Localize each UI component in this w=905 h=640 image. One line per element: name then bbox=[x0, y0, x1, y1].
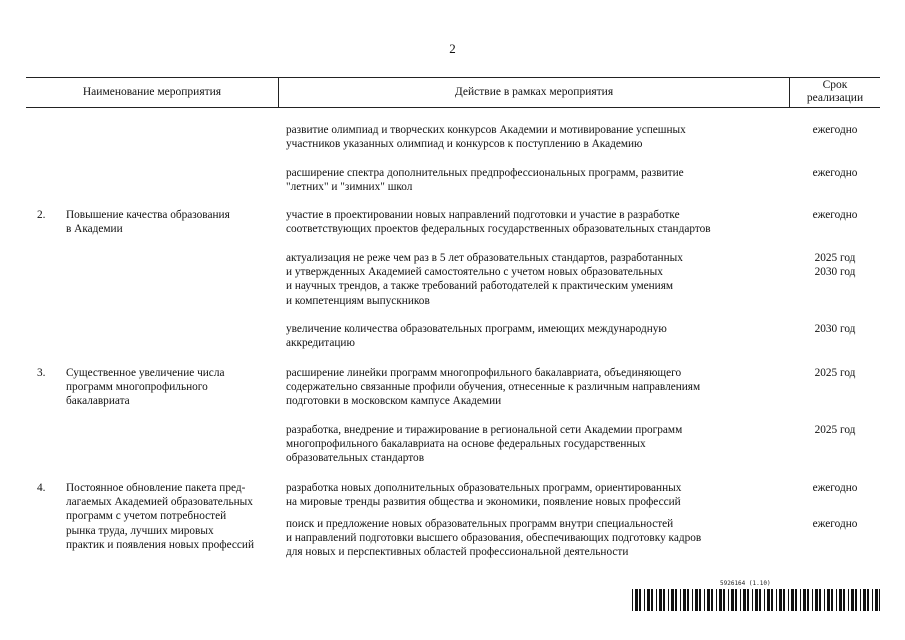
name-line: программ многопрофильного bbox=[66, 381, 208, 394]
term-line: ежегодно bbox=[812, 167, 858, 179]
name-line: лагаемых Академией образовательных bbox=[66, 496, 253, 509]
action-line: и компетенциям выпускников bbox=[286, 294, 430, 307]
term-cell bbox=[790, 517, 880, 531]
row-number: 4. bbox=[37, 482, 46, 494]
row-number: 2. bbox=[37, 209, 46, 221]
action-line: соответствующих проектов федеральных государственных образовательных стандартов bbox=[286, 223, 711, 236]
barcode-image bbox=[632, 589, 880, 611]
action-cell bbox=[286, 517, 701, 560]
term-line: 2025 год bbox=[814, 367, 856, 379]
name-line: программ с учетом потребностей bbox=[66, 510, 227, 523]
action-line: развитие олимпиад и творческих конкурсов Академии и мотивирование успешных bbox=[286, 124, 686, 136]
term-line: 2030 год bbox=[814, 266, 856, 279]
action-cell bbox=[286, 366, 700, 409]
name-line: в Академии bbox=[66, 223, 123, 236]
term-cell bbox=[790, 322, 880, 336]
action-line: участников указанных олимпиад и конкурсов к поступлению в Академию bbox=[286, 138, 643, 151]
name-line: рынка труда, лучших мировых bbox=[66, 524, 214, 537]
action-line: поиск и предложение новых образовательных программ внутри специальностей bbox=[286, 518, 674, 530]
action-line: расширение линейки программ многопрофильного бакалавриата, объединяющего bbox=[286, 367, 682, 379]
action-line: и научных трендов, а также требований работодателей к практическим умениям bbox=[286, 280, 674, 293]
action-line: расширение спектра дополнительных предпрофессиональных программ, развитие bbox=[286, 167, 684, 179]
table-top-rule bbox=[26, 77, 880, 78]
action-line: для новых и перспективных областей профессиональной деятельности bbox=[286, 546, 629, 559]
action-line: и утвержденных Академией самостоятельно с учетом новых образовательных bbox=[286, 266, 663, 279]
name-line: Повышение качества образования bbox=[66, 209, 230, 221]
term-line: ежегодно bbox=[812, 518, 858, 530]
action-line: "летних" и "зимних" школ bbox=[286, 181, 413, 194]
action-cell bbox=[286, 251, 683, 308]
action-cell bbox=[286, 423, 682, 466]
action-line: разработка новых дополнительных образовательных программ, ориентированных bbox=[286, 482, 682, 494]
term-cell bbox=[790, 123, 880, 137]
action-line: содержательно связанные профили обучения, отнесенные к различным направлениям bbox=[286, 381, 701, 394]
name-line: бакалавриата bbox=[66, 395, 130, 408]
header-term-line: Срок bbox=[822, 79, 848, 91]
term-cell bbox=[790, 166, 880, 180]
action-line: разработка, внедрение и тиражирование в региональной сети Академии программ bbox=[286, 424, 683, 436]
action-line: участие в проектировании новых направлений подготовки и участие в разработке bbox=[286, 209, 680, 221]
name-cell bbox=[66, 481, 254, 552]
action-line: актуализация не реже чем раз в 5 лет образовательных стандартов, разработанных bbox=[286, 252, 683, 264]
term-cell bbox=[790, 423, 880, 437]
name-line: Постоянное обновление пакета пред- bbox=[66, 482, 246, 494]
action-line: аккредитацию bbox=[286, 337, 355, 350]
action-cell bbox=[286, 208, 711, 236]
term-line: ежегодно bbox=[812, 482, 858, 494]
action-line: увеличение количества образовательных программ, имеющих международную bbox=[286, 323, 667, 335]
page-number: 2 bbox=[449, 41, 456, 56]
term-line: 2025 год bbox=[814, 252, 856, 264]
table-header-rule bbox=[26, 107, 880, 108]
action-cell bbox=[286, 481, 681, 509]
action-cell bbox=[286, 123, 686, 151]
name-cell bbox=[66, 208, 230, 236]
term-cell bbox=[790, 481, 880, 495]
action-cell bbox=[286, 322, 667, 350]
header-term-line: реализации bbox=[806, 92, 864, 104]
term-cell bbox=[790, 251, 880, 279]
barcode-number: 5926164 (1.10) bbox=[720, 580, 771, 587]
action-line: на мировые тренды развития общества и экономики, появление новых профессий bbox=[286, 496, 681, 509]
term-line: ежегодно bbox=[812, 209, 858, 221]
header-action: Действие в рамках мероприятия bbox=[454, 86, 614, 98]
action-line: образовательных стандартов bbox=[286, 452, 425, 465]
term-line: ежегодно bbox=[812, 124, 858, 136]
term-line: 2030 год bbox=[814, 323, 856, 335]
action-line: подготовки в московском кампусе Академии bbox=[286, 395, 502, 408]
name-line: Существенное увеличение числа bbox=[66, 367, 225, 379]
term-cell bbox=[790, 208, 880, 222]
action-line: многопрофильного бакалавриата на основе федеральных государственных bbox=[286, 438, 646, 451]
term-line: 2025 год bbox=[814, 424, 856, 436]
name-line: практик и появления новых профессий bbox=[66, 538, 255, 551]
header-name: Наименование мероприятия bbox=[82, 86, 222, 98]
row-number: 3. bbox=[37, 367, 46, 379]
action-line: и направлений подготовки высшего образования, обеспечивающих подготовку кадров bbox=[286, 532, 702, 545]
term-cell bbox=[790, 366, 880, 380]
header-term bbox=[790, 79, 880, 105]
name-cell bbox=[66, 366, 224, 409]
action-cell bbox=[286, 166, 684, 194]
